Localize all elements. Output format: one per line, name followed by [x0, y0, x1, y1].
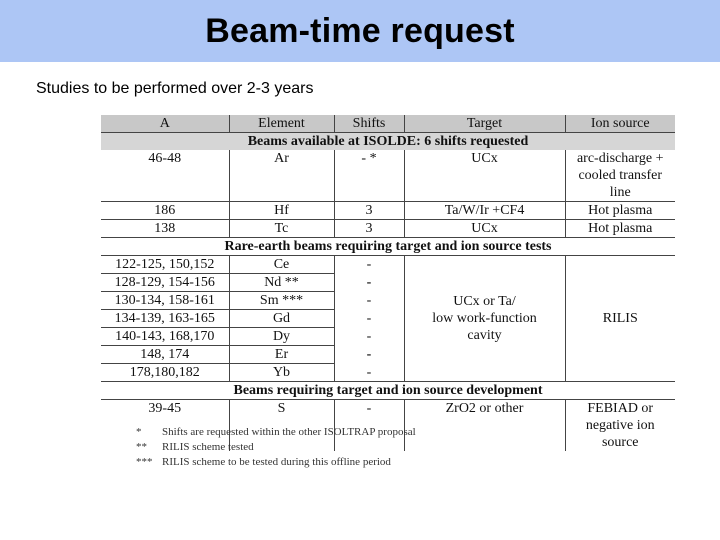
cell-shifts: 3 — [334, 202, 404, 220]
cell-a: 140-143, 168,170 — [101, 328, 229, 346]
cell-a: 122-125, 150,152 — [101, 256, 229, 274]
cell-a: 128-129, 154-156 — [101, 274, 229, 292]
table-row — [101, 256, 675, 274]
cell-target: UCx — [404, 220, 565, 238]
cell-ion-source-line: arc-discharge + — [576, 151, 664, 166]
beam-table — [101, 115, 675, 451]
footnote — [136, 440, 416, 455]
cell-shifts: - — [334, 256, 404, 274]
table-row — [101, 150, 675, 202]
section-header: Beams requiring target and ion source development — [101, 382, 675, 400]
cell-a: 186 — [101, 202, 229, 220]
cell-element: Ce — [229, 256, 334, 274]
cell-ion-source-line: cooled transfer line — [578, 168, 663, 200]
table-row — [101, 220, 675, 238]
cell-target-line: low work-function — [432, 311, 537, 326]
beam-table-container — [101, 115, 675, 451]
cell-target — [404, 150, 565, 202]
cell-target-merged — [404, 256, 565, 382]
page-title: Beam-time request — [205, 11, 515, 50]
cell-target-line: cavity — [467, 328, 502, 343]
section-header: Beams available at ISOLDE: 6 shifts requested — [101, 133, 675, 151]
cell-shifts: - — [334, 292, 404, 310]
column-header-shifts: Shifts — [334, 115, 404, 133]
cell-target-line: UCx or Ta/ — [453, 294, 516, 309]
cell-target: Ta/W/Ir +CF4 — [404, 202, 565, 220]
cell-a: 130-134, 158-161 — [101, 292, 229, 310]
cell-target-text: UCx — [471, 151, 498, 166]
cell-ion-source-line: negative ion source — [585, 418, 655, 450]
subtitle: Studies to be performed over 2-3 years — [36, 80, 314, 97]
cell-element: Sm *** — [229, 292, 334, 310]
cell-element: Gd — [229, 310, 334, 328]
cell-shifts: - — [334, 274, 404, 292]
footnote-text: RILIS scheme tested — [162, 441, 254, 453]
cell-shifts: - — [334, 400, 404, 452]
cell-shifts: - * — [334, 150, 404, 202]
cell-ion-source — [565, 150, 675, 202]
footnote-mark: ** — [136, 441, 147, 453]
cell-shifts: - — [334, 346, 404, 364]
section-header-row — [101, 382, 675, 400]
cell-ion-source-line: FEBIAD or — [587, 401, 654, 416]
cell-ion-source: Hot plasma — [565, 220, 675, 238]
footnotes — [136, 425, 416, 470]
footnote-text: RILIS scheme to be tested during this offline period — [162, 456, 391, 468]
cell-a: 138 — [101, 220, 229, 238]
footnote-mark: * — [136, 426, 142, 438]
cell-ion-source-merged: RILIS — [565, 256, 675, 382]
cell-element: Dy — [229, 328, 334, 346]
cell-a: 148, 174 — [101, 346, 229, 364]
cell-target: ZrO2 or other — [404, 400, 565, 452]
cell-a: 134-139, 163-165 — [101, 310, 229, 328]
cell-ion-source: Hot plasma — [565, 202, 675, 220]
cell-element: Ar — [229, 150, 334, 202]
footnote — [136, 455, 416, 470]
cell-shifts: - — [334, 310, 404, 328]
footnote-mark: *** — [136, 456, 153, 468]
column-header-a: A — [101, 115, 229, 133]
cell-shifts: - — [334, 364, 404, 382]
cell-a: 46-48 — [148, 151, 182, 166]
cell-element: Yb — [229, 364, 334, 382]
cell-element: Hf — [229, 202, 334, 220]
section-header-row — [101, 238, 675, 256]
cell-element: Tc — [229, 220, 334, 238]
section-header: Rare-earth beams requiring target and ion source tests — [101, 238, 675, 256]
cell-a: 178,180,182 — [129, 365, 200, 380]
section-header-row — [101, 133, 675, 151]
column-header-ion-source: Ion source — [565, 115, 675, 133]
cell-element: Er — [229, 346, 334, 364]
column-header-element: Element — [229, 115, 334, 133]
footnote-text: Shifts are requested within the other ISOLTRAP proposal — [162, 426, 416, 438]
table-row — [101, 202, 675, 220]
cell-shifts: 3 — [334, 220, 404, 238]
table-header-row — [101, 115, 675, 133]
cell-element: Nd ** — [229, 274, 334, 292]
column-header-target: Target — [404, 115, 565, 133]
cell-ion-source — [565, 400, 675, 452]
cell-shifts: - — [334, 328, 404, 346]
cell-element: S — [229, 400, 334, 452]
footnote — [136, 425, 416, 440]
title-bar — [0, 0, 720, 62]
cell-a: 39-45 — [148, 401, 182, 416]
